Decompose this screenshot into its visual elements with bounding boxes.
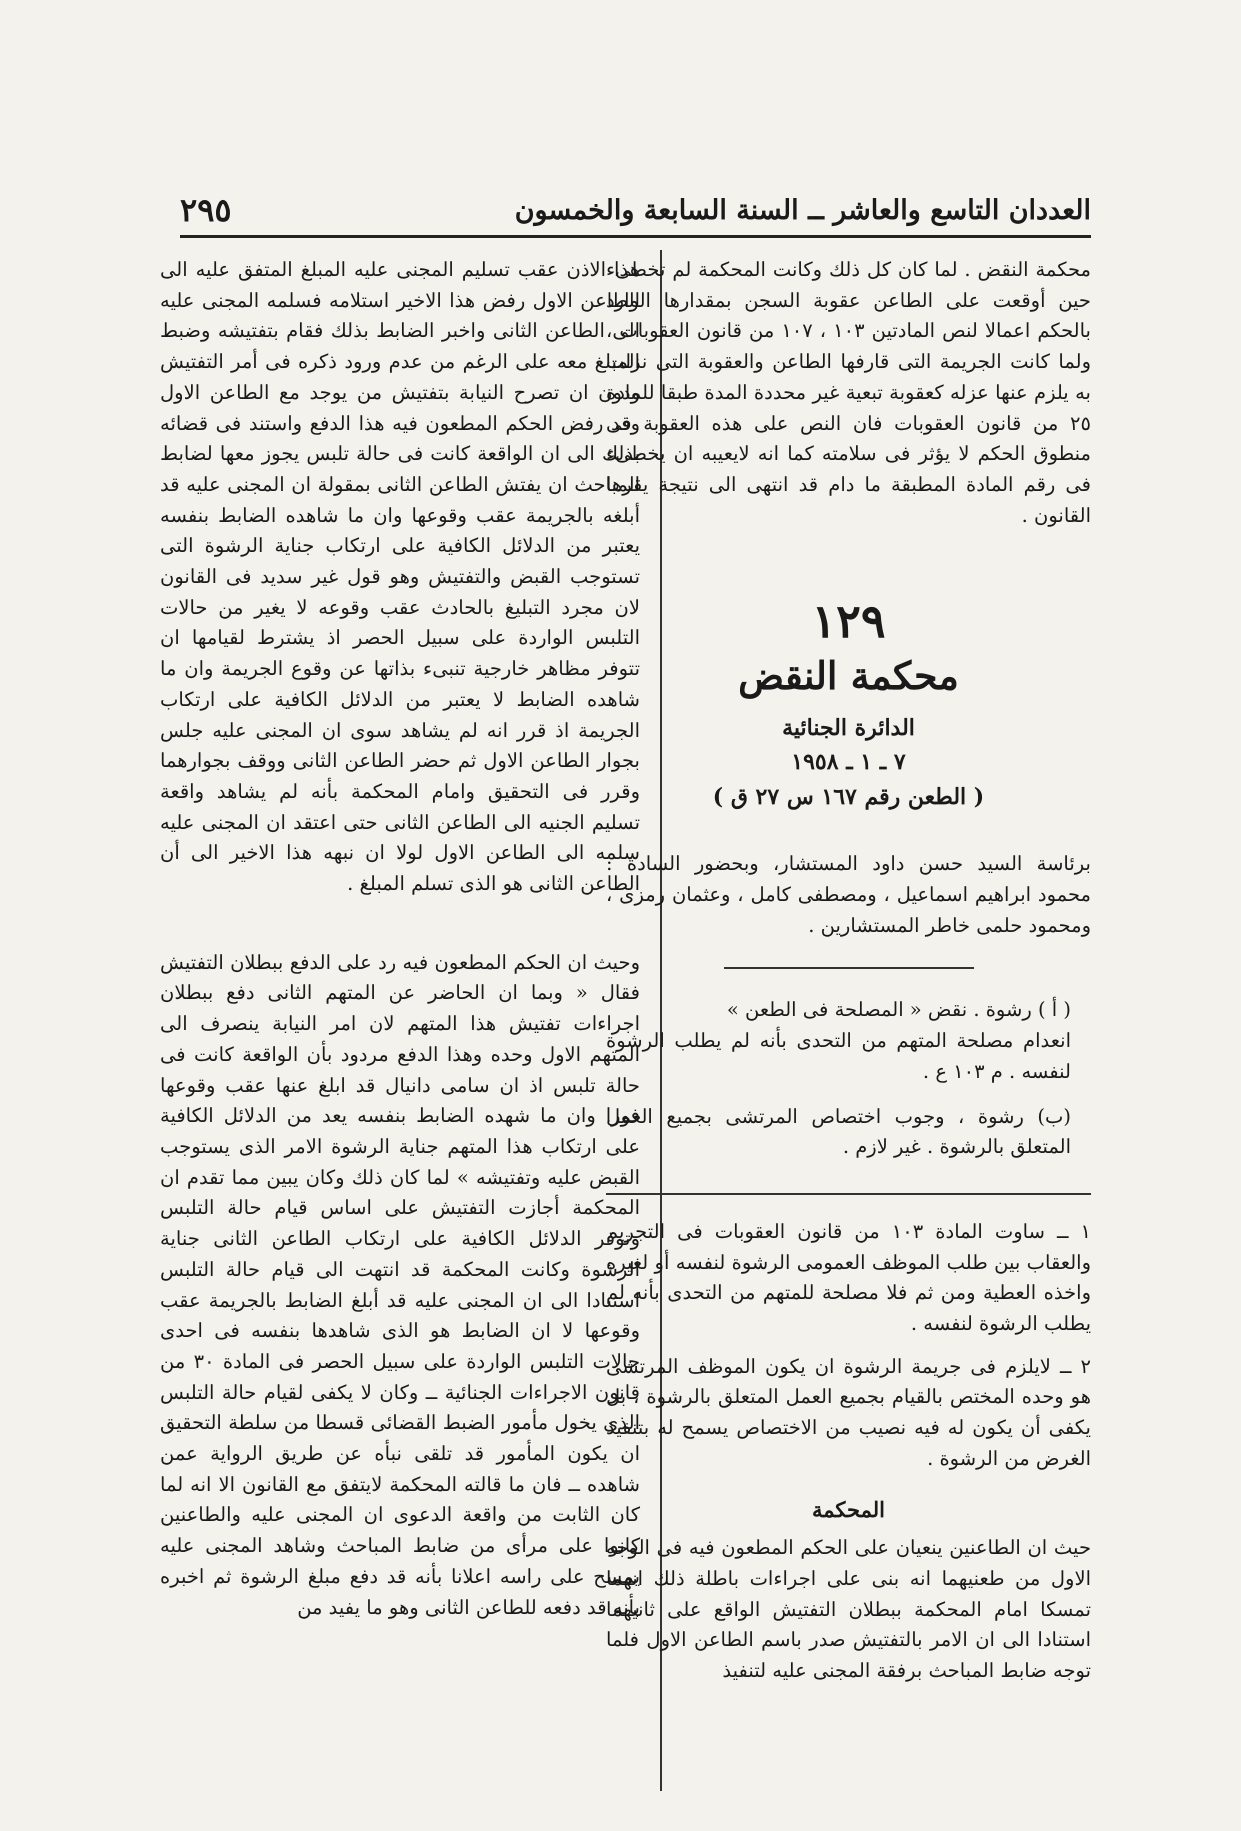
appeal-number: ( الطعن رقم ١٦٧ س ٢٧ ق ) <box>712 784 985 811</box>
running-head: العددان التاسع والعاشر ــ السنة السابعة والخمسون <box>514 194 1091 226</box>
left-paragraph-2: وحيث ان الحكم المطعون فيه رد على الدفع ببطلان التفتيش فقال « وبما ان الحاضر عن المتهم الثانى دفع ببطلان اجراءات تفتيش هذا المتهم لان امر النيابة ينصرف الى المتهم الاول وحده وهذا الدفع مردود بأن الواقعة كانت فى حالة تلبس اذ ان سامى دانيال قد ابلغ عنها عقب وقوعها فورا وان ما شهده الضابط بنفسه يعد من الدلائل الكافية على ارتكاب هذا المتهم جناية الرشوة الامر الذى يستوجب القبض عليه وتفتيشه » لما كان ذلك وكان يبين مما تقدم ان المحكمة أجازت التفتيش على اساس قيام حالة التلبس وتوفر الدلائل الكافية على ارتكاب الطاعن الثانى جناية الرشوة وكانت المحكمة قد انتهت الى قيام حالة التلبس استنادا الى ان المجنى عليه قد أبلغ الضابط بالجريمة عقب وقوعها لا ان الضابط هو الذى شاهدها بنفسه فى احدى حالات التلبس الواردة على سبيل الحصر فى المادة ٣٠ من قانون الاجراءات الجنائية ــ وكان لا يكفى لقيام حالة التلبس الذى يخول مأمور الضبط القضائى قسطا من سلطة التحقيق ان يكون المأمور قد تلقى نبأه عن طريق الرواية عمن شاهده ــ فان ما قالته المحكمة لايتفق مع القانون الا انه لما كان الثابت من واقعة الدعوى ان المجنى عليه والطاعنين كانوا على مرأى من ضابط المباحث وشاهد المجنى عليه يمسح على راسه اعلانا بأنه قد دفع مبلغ الرشوة ثم اخبره بأنه قد دفعه للطاعن الثانى وهو ما يفيد من <box>160 950 640 1619</box>
circuit-name: الدائرة الجنائية <box>782 715 915 742</box>
section-title: المحكمة <box>812 1496 885 1522</box>
left-column <box>160 255 640 1623</box>
principle-1: ١ ــ ساوت المادة ١٠٣ من قانون العقوبات فى التجريم والعقاب بين طلب الموظف العمومى الرشوة لنفسه أو لغيره واخذه العطية ومن ثم فلا مصلحة للمتهم من التحدى بأنه لم يطلب الرشوة لنفسه . <box>606 1219 1091 1336</box>
case-number: ١٢٩ <box>811 594 886 649</box>
principle-2: ٢ ــ لايلزم فى جريمة الرشوة ان يكون الموظف المرتشى هو وحده المختص بالقيام بجميع العمل المتعلق بالرشوة ، بل يكفى أن يكون له فيه نصيب من الاختصاص يسمح له بتنفيذ الغرض من الرشوة . <box>606 1354 1091 1470</box>
separator-short <box>724 967 974 969</box>
summary-a-title: ( أ ) رشوة . نقض « المصلحة فى الطعن » <box>726 998 1071 1022</box>
separator-full <box>606 1193 1091 1195</box>
summary-a-text: انعدام مصلحة المتهم من التحدى بأنه لم يطلب الرشوة لنفسه . م ١٠٣ ع . <box>606 1029 1071 1083</box>
court-paragraph: حيث ان الطاعنين ينعيان على الحكم المطعون فيه فى الوجه الاول من طعنيهما انه بنى على اجراءات باطلة ذلك انهما تمسكا امام المحكمة ببطلان التفتيش الواقع على ثانيهما استنادا الى ان الامر بالتفتيش صدر باسم الطاعن الاول فلما توجه ضابط المباحث برفقة المجنى عليه لتنفيذ <box>606 1536 1091 1683</box>
court-name: محكمة النقض <box>738 653 959 699</box>
session-date: ٧ ـ ١ ـ ١٩٥٨ <box>791 749 906 776</box>
right-column <box>606 255 1091 1687</box>
presidency-paragraph: برئاسة السيد حسن داود المستشار، وبحضور السادة : محمود ابراهيم اسماعيل ، ومصطفى كامل ، وعثمان رمزى ، ومحمود حلمى خاطر المستشارين . <box>606 852 1091 937</box>
headnote-summary <box>606 995 1071 1163</box>
summary-b: (ب) رشوة ، وجوب اختصاص المرتشى بجميع العمل المتعلق بالرشوة . غير لازم . <box>606 1104 1071 1159</box>
page-header <box>180 185 1091 238</box>
intro-paragraph: محكمة النقض . لما كان كل ذلك وكانت المحكمة لم تخطىء حين أوقعت على الطاعن عقوبة السجن بمقدارها الوارد بالحكم اعمالا لنص المادتين ١٠٣ ، ١٠٧ من قانون العقوبات ، ولما كانت الجريمة التى قارفها الطاعن والعقوبة التى نزلت به يلزم عنها عزله كعقوبة تبعية غير محددة المدة طبقا للمادة ٢٥ من قانون العقوبات فان النص على هذه العقوبة فى منطوق الحكم لا يؤثر فى سلامته كما انه لايعيبه ان يخطىء فى رقم المادة المطبقة ما دام قد انتهى الى نتيجة يقرها القانون . <box>606 258 1091 527</box>
page-number: ٢٩٥ <box>180 191 232 229</box>
left-paragraph-1: هذا الاذن عقب تسليم المجنى عليه المبلغ المتفق عليه الى الطاعن الاول رفض هذا الاخير استلامه فسلمه المجنى عليه الى الطاعن الثانى واخبر الضابط بذلك فقام بتفتيشه وضبط المبلغ معه على الرغم من عدم ورود ذكره فى أمر التفتيش ودون ان تصرح النيابة بتفتيش من يوجد مع الطاعن الاول وقد رفض الحكم المطعون فيه هذا الدفع واستند فى قضائه بذلك الى ان الواقعة كانت فى حالة تلبس يجوز معها لضابط المباحث ان يفتش الطاعن الثانى بمقولة ان المجنى عليه قد أبلغه بالجريمة عقب وقوعها وان ما شاهده الضابط بنفسه يعتبر من الدلائل الكافية على ارتكاب جناية الرشوة التى تستوجب القبض والتفتيش وهو قول غير سديد فى القانون لان مجرد التبليغ بالحادث عقب وقوعه لا يغير من حالات التلبس الواردة على سبيل الحصر اذ يشترط لقيامها ان تتوفر مظاهر خارجية تنبىء بذاتها عن وقوع الجريمة وان ما شاهده الضابط لا يعتبر من الدلائل الكافية على ارتكاب الجريمة اذ قرر انه لم يشاهد سوى ان المجنى عليه جلس بجوار الطاعن الاول ثم حضر الطاعن الثانى ووقف بجوارهما وقرر فى التحقيق وامام المحكمة بأنه لم يشاهد واقعة تسليم الجنيه الى الطاعن الثانى حتى اعتقد ان المجنى عليه سلمه الى الطاعن الاول لولا ان نبهه هذا الاخير الى أن الطاعن الثانى هو الذى تسلم المبلغ . <box>160 258 640 896</box>
